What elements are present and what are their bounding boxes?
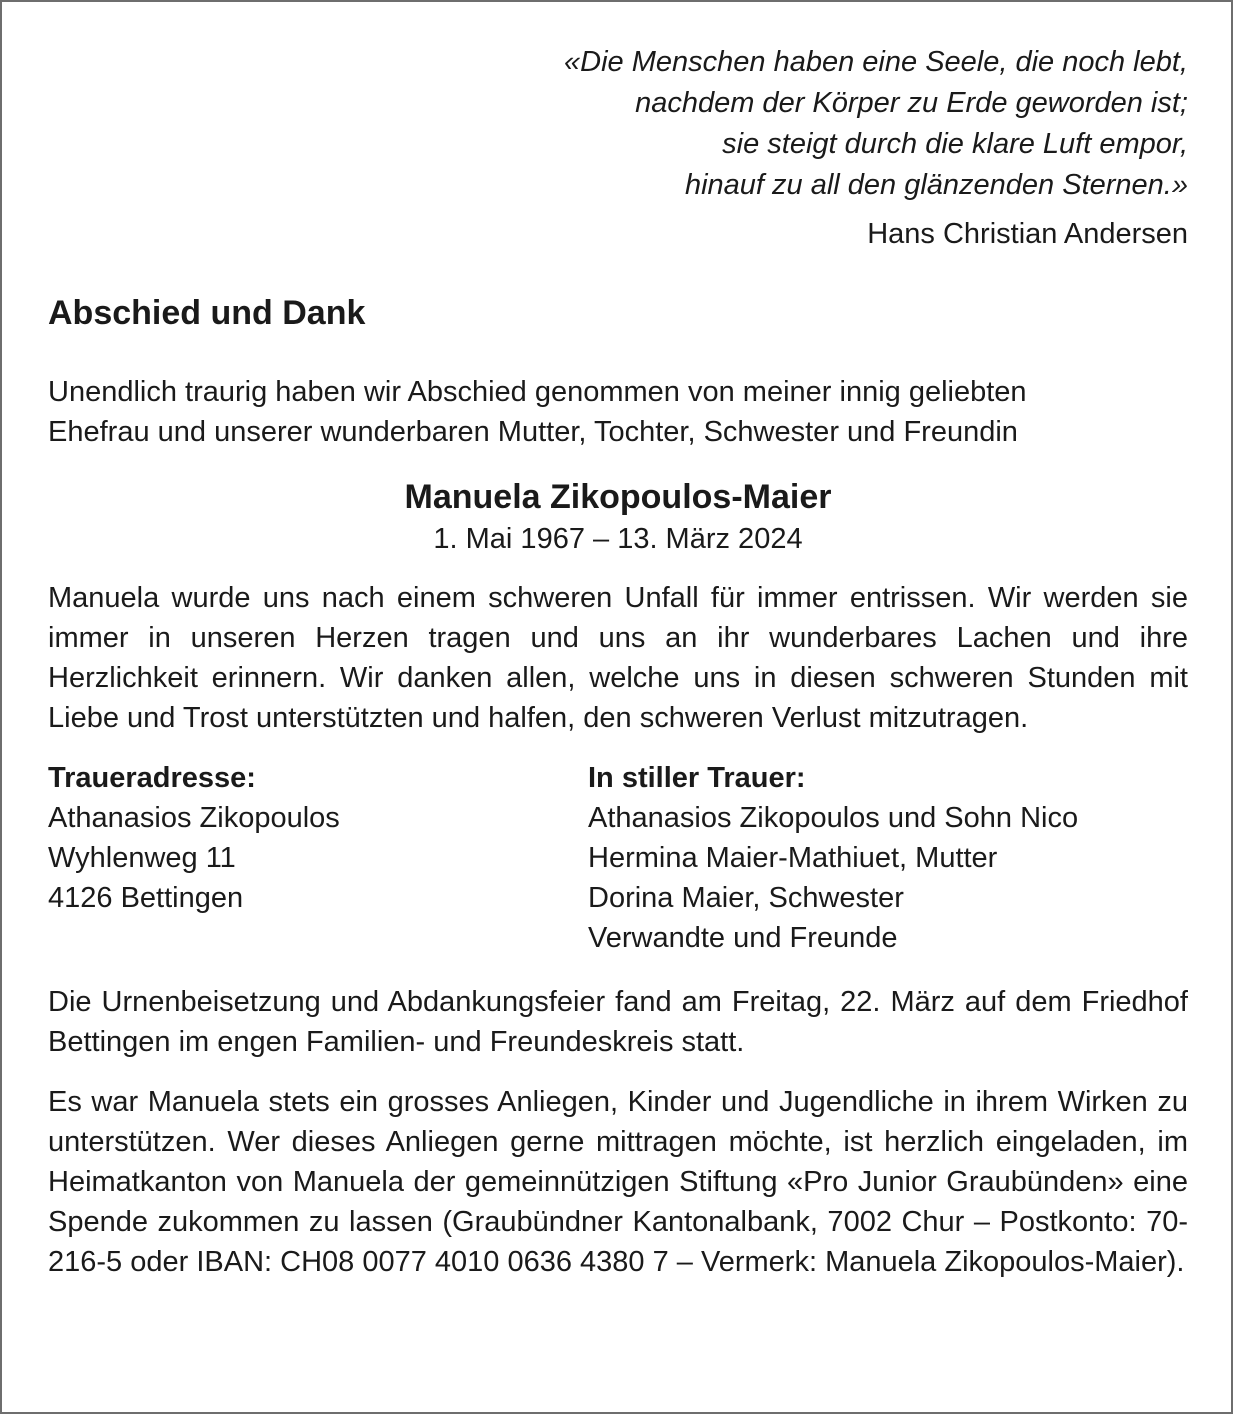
quote-line: sie steigt durch die klare Luft empor,: [722, 128, 1188, 160]
address-line: 4126 Bettingen: [48, 882, 244, 914]
mourners-heading: In stiller Trauer:: [588, 762, 806, 794]
quote-line: «Die Menschen haben eine Seele, die noch lebt,: [564, 46, 1188, 78]
quote-line: hinauf zu all den glänzenden Sternen.»: [684, 169, 1188, 201]
epigraph-quote: [48, 42, 1188, 206]
notice-content: [48, 42, 1188, 1282]
notice-title: Abschied und Dank: [48, 294, 366, 332]
mourner-line: Hermina Maier-Mathiuet, Mutter: [588, 842, 998, 874]
address-line: Wyhlenweg 11: [48, 842, 236, 874]
mourner-line: Dorina Maier, Schwester: [588, 882, 904, 914]
contact-columns: [48, 758, 1188, 958]
intro-line: Unendlich traurig haben wir Abschied genommen von meiner innig geliebten: [48, 376, 1027, 408]
quote-line: nachdem der Körper zu Erde geworden ist;: [635, 87, 1188, 119]
intro-text: [48, 372, 1188, 452]
funeral-info-paragraph: Die Urnenbeisetzung und Abdankungsfeier fand am Freitag, 22. März auf dem Friedhof Bettingen im engen Familien- und Freundeskreis statt.: [48, 986, 1188, 1058]
intro-line: Ehefrau und unserer wunderbaren Mutter, Tochter, Schwester und Freundin: [48, 416, 1018, 448]
memorial-paragraph: Manuela wurde uns nach einem schweren Unfall für immer entrissen. Wir werden sie immer in unseren Herzen tragen und uns an ihr wunderbares Lachen und ihre Herzlichkeit erinnern. Wir danken allen, welche uns in diesen schweren Stunden mit Liebe und Trost unterstützten und halfen, den schweren Verlust mitzutragen.: [48, 582, 1188, 734]
deceased-name: Manuela Zikopoulos-Maier: [404, 478, 832, 516]
donation-paragraph: Es war Manuela stets ein grosses Anliegen, Kinder und Jugendliche in ihrem Wirken zu unterstützen. Wer dieses Anliegen gerne mittragen möchte, ist herzlich eingeladen, im Heimatkanton von Manuela der gemeinnützigen Stiftung «Pro Junior Graubünden» eine Spende zukommen zu lassen (Graubündner Kantonalbank, 7002 Chur – Postkonto: 70-216-5 oder IBAN: CH08 0077 4010 0636 4380 7 – Vermerk: Manuela Zikopoulos-Maier).: [48, 1086, 1188, 1278]
mourner-line: Verwandte und Freunde: [588, 922, 898, 954]
mourning-address: [48, 758, 588, 958]
mourners-list: [588, 758, 1188, 958]
quote-author: Hans Christian Andersen: [867, 218, 1188, 250]
life-dates: 1. Mai 1967 – 13. März 2024: [433, 523, 803, 555]
mourner-line: Athanasios Zikopoulos und Sohn Nico: [588, 802, 1079, 834]
address-heading: Traueradresse:: [48, 762, 256, 794]
address-line: Athanasios Zikopoulos: [48, 802, 340, 834]
